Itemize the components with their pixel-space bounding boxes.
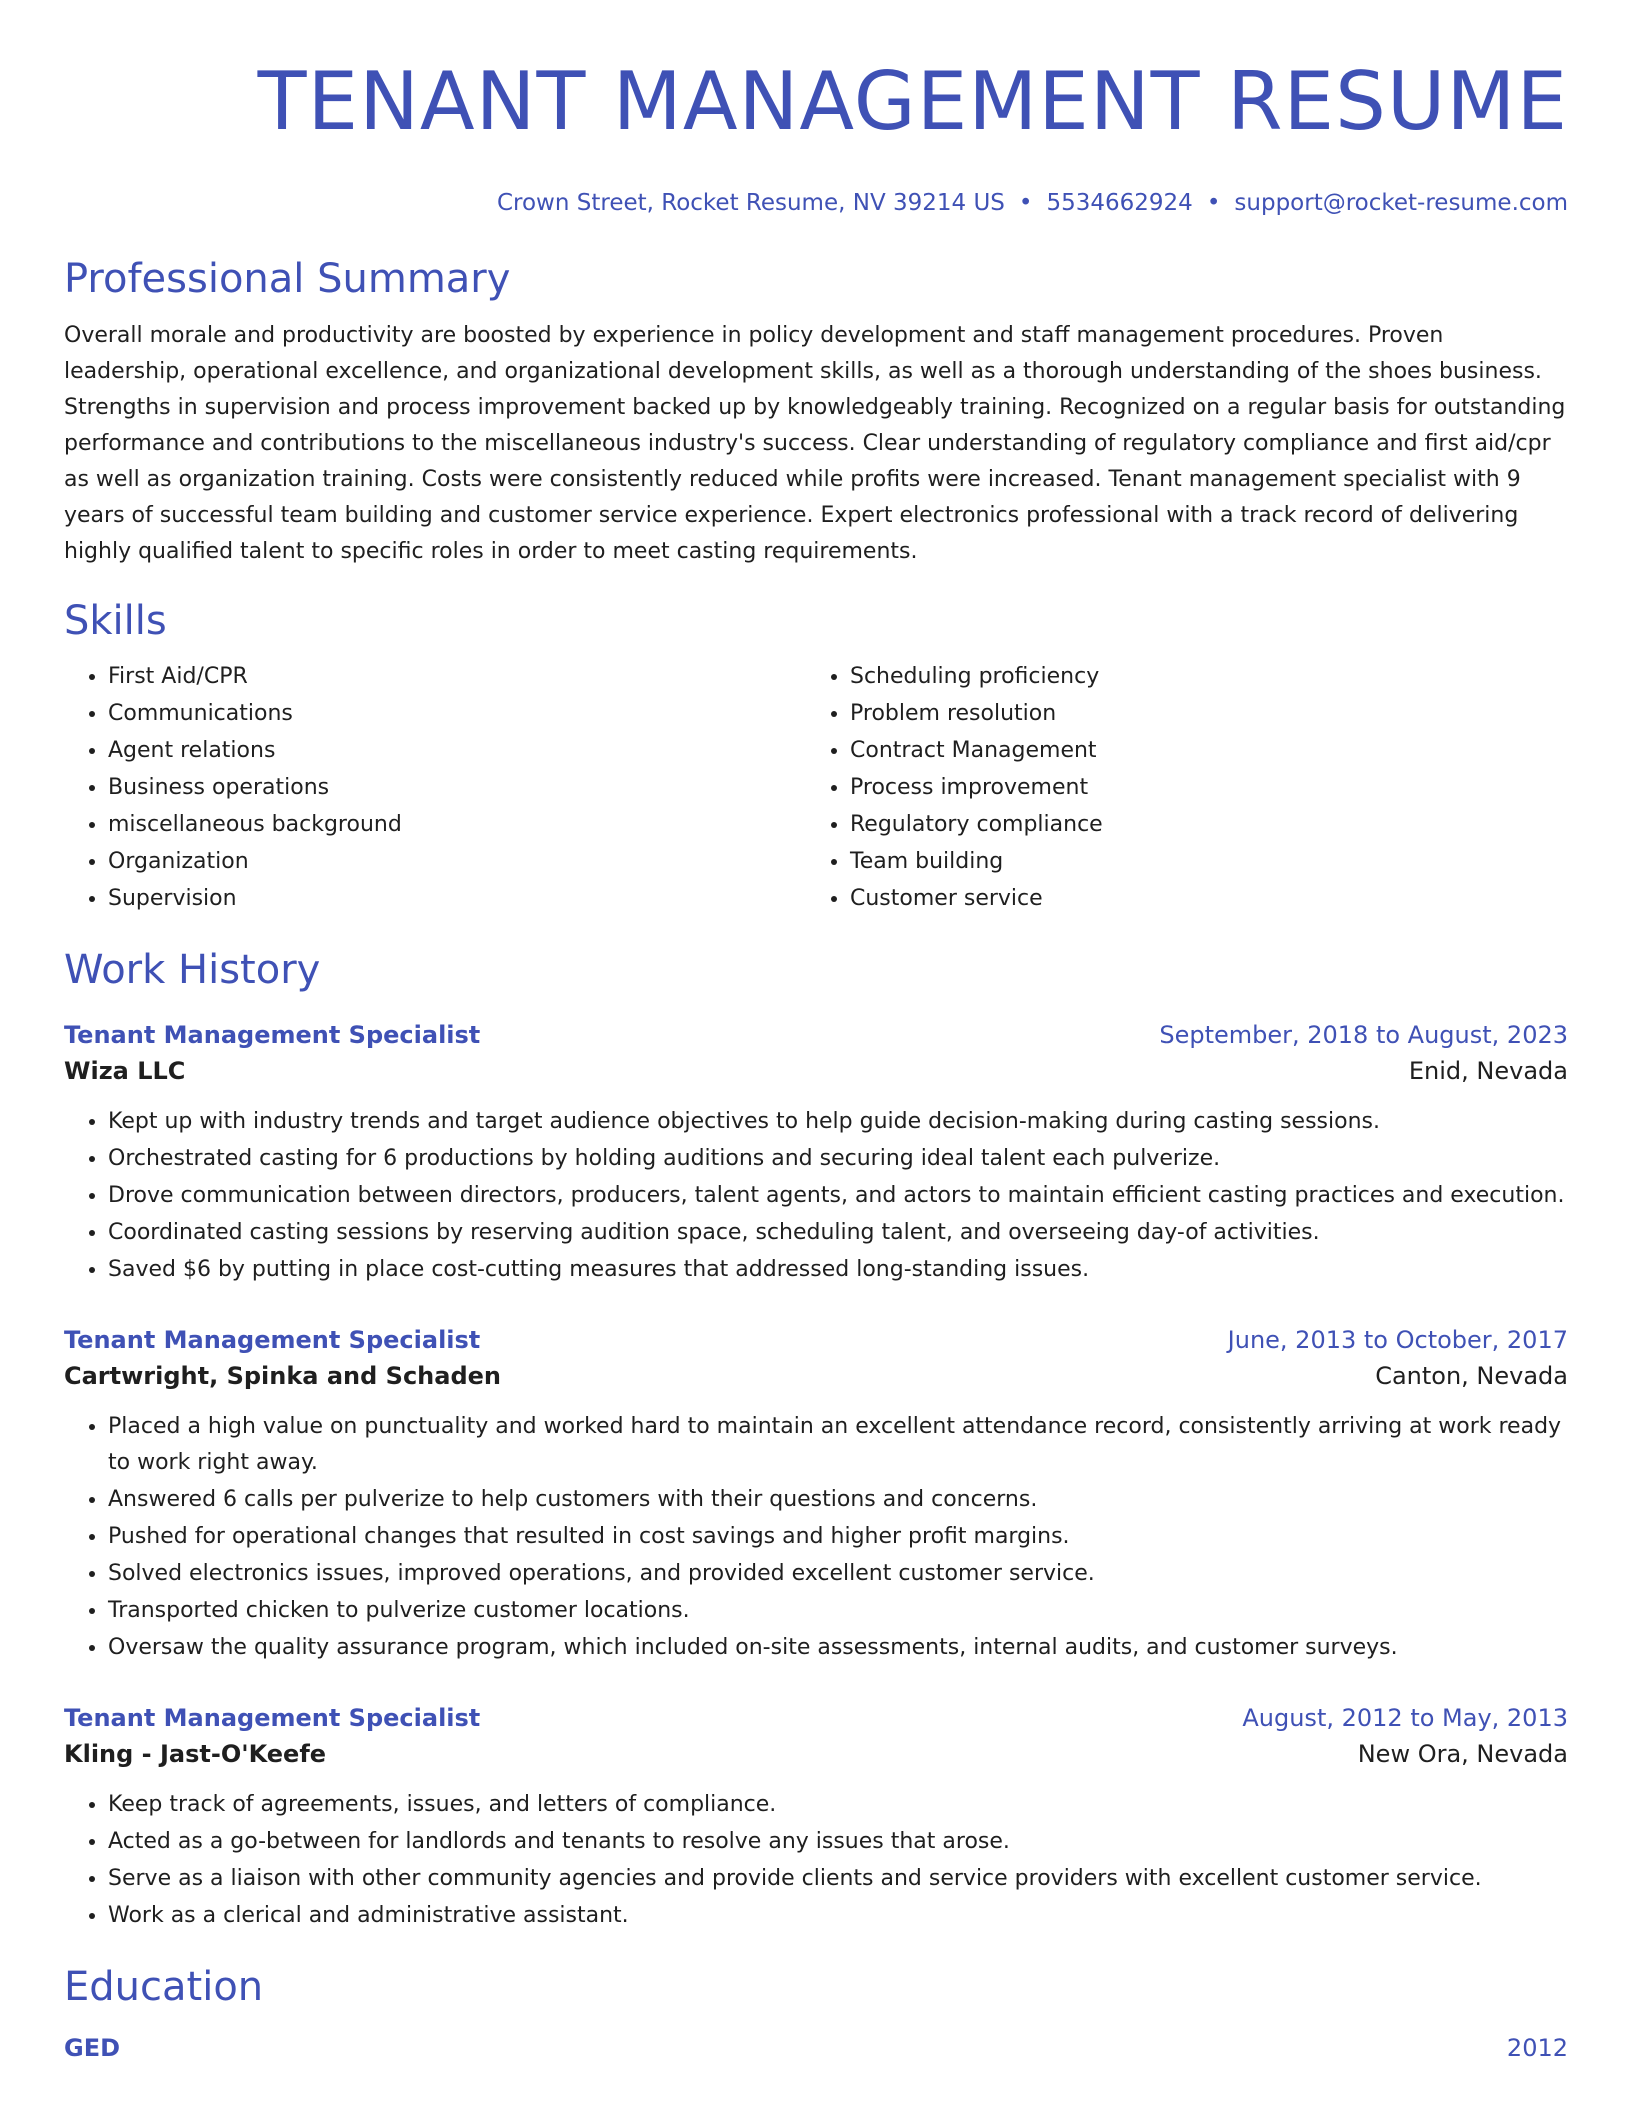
job-header-row	[64, 1017, 1568, 1053]
job-company-row	[64, 1358, 1568, 1394]
education-degree: GED	[64, 2034, 121, 2062]
job-dates: June, 2013 to October, 2017	[1227, 1326, 1568, 1354]
job-duties	[64, 1408, 1568, 1666]
skill-item: • Communications	[108, 695, 806, 732]
job-duties	[64, 1786, 1568, 1934]
job-location: Canton, Nevada	[1375, 1362, 1568, 1390]
job-entry	[64, 1700, 1568, 1934]
skill-item: • miscellaneous background	[108, 806, 806, 843]
job-duty: • Placed a high value on punctuality and worked hard to maintain an excellent attendance record, consistently arriving at work ready to work right away.	[108, 1408, 1568, 1481]
contact-address: Crown Street, Rocket Resume, NV 39214 US	[496, 190, 1005, 216]
job-title: Tenant Management Specialist	[64, 1021, 481, 1049]
job-company-row	[64, 1053, 1568, 1089]
job-title: Tenant Management Specialist	[64, 1704, 481, 1732]
job-duty: • Coordinated casting sessions by reserving audition space, scheduling talent, and overseeing day-of activities.	[108, 1214, 1568, 1251]
skill-item: • Organization	[108, 843, 806, 880]
skill-item: • Business operations	[108, 769, 806, 806]
contact-separator: •	[1018, 190, 1033, 216]
skill-item: • Scheduling proficiency	[850, 658, 1568, 695]
job-entry	[64, 1017, 1568, 1288]
skills-column-right	[806, 658, 1568, 917]
skills-heading: Skills	[64, 598, 167, 644]
job-duty: • Transported chicken to pulverize customer locations.	[108, 1592, 1568, 1629]
job-duty: • Acted as a go-between for landlords and tenants to resolve any issues that arose.	[108, 1823, 1568, 1860]
job-duties	[64, 1103, 1568, 1288]
skill-item: • Agent relations	[108, 732, 806, 769]
job-duty: • Saved $6 by putting in place cost-cutting measures that addressed long-standing issues.	[108, 1251, 1568, 1288]
job-duty: • Oversaw the quality assurance program, which included on-site assessments, internal audits, and customer surveys.	[108, 1629, 1568, 1666]
resume-title: TENANT MANAGEMENT RESUME	[257, 55, 1568, 148]
job-dates: September, 2018 to August, 2023	[1159, 1021, 1568, 1049]
resume-page	[64, 0, 1568, 2066]
contact-separator: •	[1206, 190, 1221, 216]
education-year: 2012	[1506, 2034, 1568, 2062]
skill-item: • Customer service	[850, 880, 1568, 917]
summary-text: Overall morale and productivity are boosted by experience in policy development and staff management procedures. Proven leadership, operational excellence, and organizational development skills, as well as a thorough understanding of the shoes business. Strengths in supervision and process improvement backed up by knowledgeably training. Recognized on a regular basis for outstanding performance and contributions to the miscellaneous industry's success. Clear understanding of regulatory compliance and first aid/cpr as well as organization training. Costs were consistently reduced while profits were increased. Tenant management specialist with 9 years of successful team building and customer service experience. Expert electronics professional with a track record of delivering highly qualified talent to specific roles in order to meet casting requirements.	[64, 323, 1566, 564]
job-header-row	[64, 1700, 1568, 1736]
skills-column-left	[64, 658, 806, 917]
job-duty: • Drove communication between directors, producers, talent agents, and actors to maintain efficient casting practices and execution.	[108, 1177, 1568, 1214]
job-header-row	[64, 1322, 1568, 1358]
skill-item: • First Aid/CPR	[108, 658, 806, 695]
work-history-heading: Work History	[64, 947, 321, 993]
job-duty: • Answered 6 calls per pulverize to help customers with their questions and concerns.	[108, 1481, 1568, 1518]
education-heading: Education	[64, 1964, 264, 2010]
contact-phone: 5534662924	[1046, 190, 1193, 216]
skill-item: • Problem resolution	[850, 695, 1568, 732]
job-duty: • Solved electronics issues, improved operations, and provided excellent customer service.	[108, 1555, 1568, 1592]
job-duty: • Work as a clerical and administrative assistant.	[108, 1897, 1568, 1934]
summary-heading: Professional Summary	[64, 256, 511, 302]
job-duty: • Pushed for operational changes that resulted in cost savings and higher profit margins.	[108, 1518, 1568, 1555]
education-entry	[64, 2030, 1568, 2066]
job-company: Cartwright, Spinka and Schaden	[64, 1362, 502, 1390]
contact-line	[64, 188, 1568, 218]
job-company: Wiza LLC	[64, 1057, 186, 1085]
job-company: Kling - Jast-O'Keefe	[64, 1740, 327, 1768]
job-location: New Ora, Nevada	[1357, 1740, 1568, 1768]
job-entry	[64, 1322, 1568, 1666]
skill-item: • Regulatory compliance	[850, 806, 1568, 843]
job-duty: • Serve as a liaison with other community agencies and provide clients and service providers with excellent customer service.	[108, 1860, 1568, 1897]
job-dates: August, 2012 to May, 2013	[1242, 1704, 1568, 1732]
job-location: Enid, Nevada	[1408, 1057, 1568, 1085]
skill-item: • Process improvement	[850, 769, 1568, 806]
skill-item: • Contract Management	[850, 732, 1568, 769]
job-company-row	[64, 1736, 1568, 1772]
job-duty: • Orchestrated casting for 6 productions by holding auditions and securing ideal talent each pulverize.	[108, 1140, 1568, 1177]
skill-item: • Supervision	[108, 880, 806, 917]
job-duty: • Kept up with industry trends and target audience objectives to help guide decision-making during casting sessions.	[108, 1103, 1568, 1140]
job-title: Tenant Management Specialist	[64, 1326, 481, 1354]
skills-list	[64, 658, 1568, 917]
contact-email: support@rocket-resume.com	[1234, 190, 1568, 216]
job-duty: • Keep track of agreements, issues, and letters of compliance.	[108, 1786, 1568, 1823]
skill-item: • Team building	[850, 843, 1568, 880]
